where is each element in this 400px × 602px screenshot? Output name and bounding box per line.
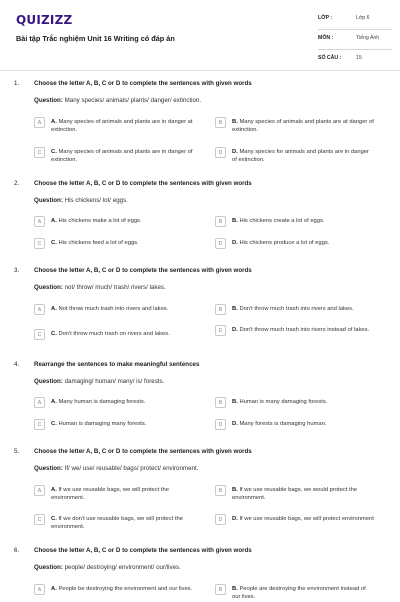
question-prompt: not/ throw/ much/ trash/ rivers/ lakes. [64,284,166,291]
question-number: 5. [14,448,20,455]
option-text: B. Don't throw much trash into rivers and lakes. [232,306,354,312]
meta-box [318,10,392,69]
question-number: 4. [14,361,20,368]
header-divider [0,70,400,71]
document-title: Bài tập Trắc nghiệm Unit 16 Writing có đáp án [16,34,175,43]
option-text: A. Many human is damaging forests. [51,399,146,405]
option-badge: B [215,397,226,408]
option-badge: B [215,485,226,496]
question-text [34,197,128,204]
question-instruction: Rearrange the sentences to make meaningful sentences [34,361,200,368]
question-prefix: Question: [34,97,63,104]
option-badge: A [34,485,45,496]
option-badge: C [34,514,45,525]
question-prefix: Question: [34,564,63,571]
option-text: C. If we don't use reusable bags, we will protect the environment. [51,516,183,530]
option-text: B. His chickens create a lot of eggs. [232,218,325,224]
question-text [34,97,201,104]
option-badge: D [215,147,226,158]
option-badge: C [34,419,45,430]
question-text [34,378,164,385]
option-text: A. Many species of animals and plants are in danger at extinction. [51,119,193,133]
question-number: 2. [14,180,20,187]
page-header [0,0,400,66]
meta-row-subject [318,30,392,50]
question-instruction: Choose the letter A, B, C or D to complete the sentences with given words [34,180,252,187]
option-badge: A [34,117,45,128]
question-prompt: If/ we/ use/ reusable/ bags/ protect/ environment. [64,465,199,472]
option-badge: B [215,117,226,128]
question-instruction: Choose the letter A, B, C or D to complete the sentences with given words [34,448,252,455]
question-instruction: Choose the letter A, B, C or D to complete the sentences with given words [34,267,252,274]
option-badge: C [34,147,45,158]
question-prompt: people/ destroying/ environment/ our/lives. [64,564,181,571]
option-badge: B [215,216,226,227]
option-text: C. Many species of animals and plants are in danger of extinction. [51,149,193,163]
option-badge: A [34,584,45,595]
question-text [34,465,198,472]
question-text [34,564,181,571]
option-badge: D [215,419,226,430]
meta-value: Tiếng Anh [356,35,380,41]
meta-label: SỐ CÂU : [318,55,342,61]
question-number: 6. [14,547,20,554]
question-number: 1. [14,80,20,87]
option-text: B. If we use reusable bags, we would protect the environment. [232,487,358,501]
option-text: C. His chickens feed a lot of eggs. [51,240,139,246]
question-number: 3. [14,267,20,274]
option-badge: A [34,304,45,315]
option-badge: B [215,584,226,595]
meta-row-grade [318,10,392,30]
question-instruction: Choose the letter A, B, C or D to complete the sentences with given words [34,547,252,554]
option-badge: D [215,514,226,525]
option-text: D. His chickens produce a lot of eggs. [232,240,330,246]
option-text: B. Human is many damaging forests. [232,399,328,405]
question-prompt: Many species/ animals/ plants/ danger/ extinction. [64,97,202,104]
option-text: B. Many species of animals and plants are at danger of extinction. [232,119,374,133]
option-badge: A [34,216,45,227]
question-prompt: His chickens/ lot/ eggs. [64,197,128,204]
question-prefix: Question: [34,197,63,204]
option-text: D. Many species for animals and plants are in danger of extinction. [232,149,369,163]
question-prefix: Question: [34,378,63,385]
option-text: C. Don't throw much trash on rivers and lakes. [51,331,170,337]
meta-label: LỚP : [318,15,333,21]
option-text: A. People be destroying the environment and our lives. [51,586,193,592]
meta-value: Lớp 6 [356,15,370,21]
option-badge: A [34,397,45,408]
option-text: A. Not throw much trash into rivers and lakes. [51,306,169,312]
option-badge: B [215,304,226,315]
meta-label: MÔN : [318,35,334,41]
question-prefix: Question: [34,284,63,291]
option-badge: D [215,238,226,249]
option-text: A. His chickens make a lot of eggs. [51,218,142,224]
quizizz-logo: QUIZIZZ [16,13,73,27]
meta-row-count [318,50,392,69]
option-badge: C [34,238,45,249]
option-text: A. If we use reusable bags, we will protect the environment. [51,487,169,501]
option-text: D. Many forests is damaging human. [232,421,327,427]
meta-value: 15 [356,55,362,61]
question-prompt: damaging/ human/ many/ is/ forests. [64,378,165,385]
question-text [34,284,166,291]
option-text: C. Human is damaging many forests. [51,421,147,427]
option-text: D. Don't throw much trash into rivers instead of lakes. [232,327,370,333]
question-prefix: Question: [34,465,63,472]
option-badge: D [215,325,226,336]
question-instruction: Choose the letter A, B, C or D to complete the sentences with given words [34,80,252,87]
option-badge: C [34,329,45,340]
option-text: D. If we use reusable bags, we will protect environment [232,516,374,522]
option-text: B. People are destroying the environment instead of our lives. [232,586,366,600]
